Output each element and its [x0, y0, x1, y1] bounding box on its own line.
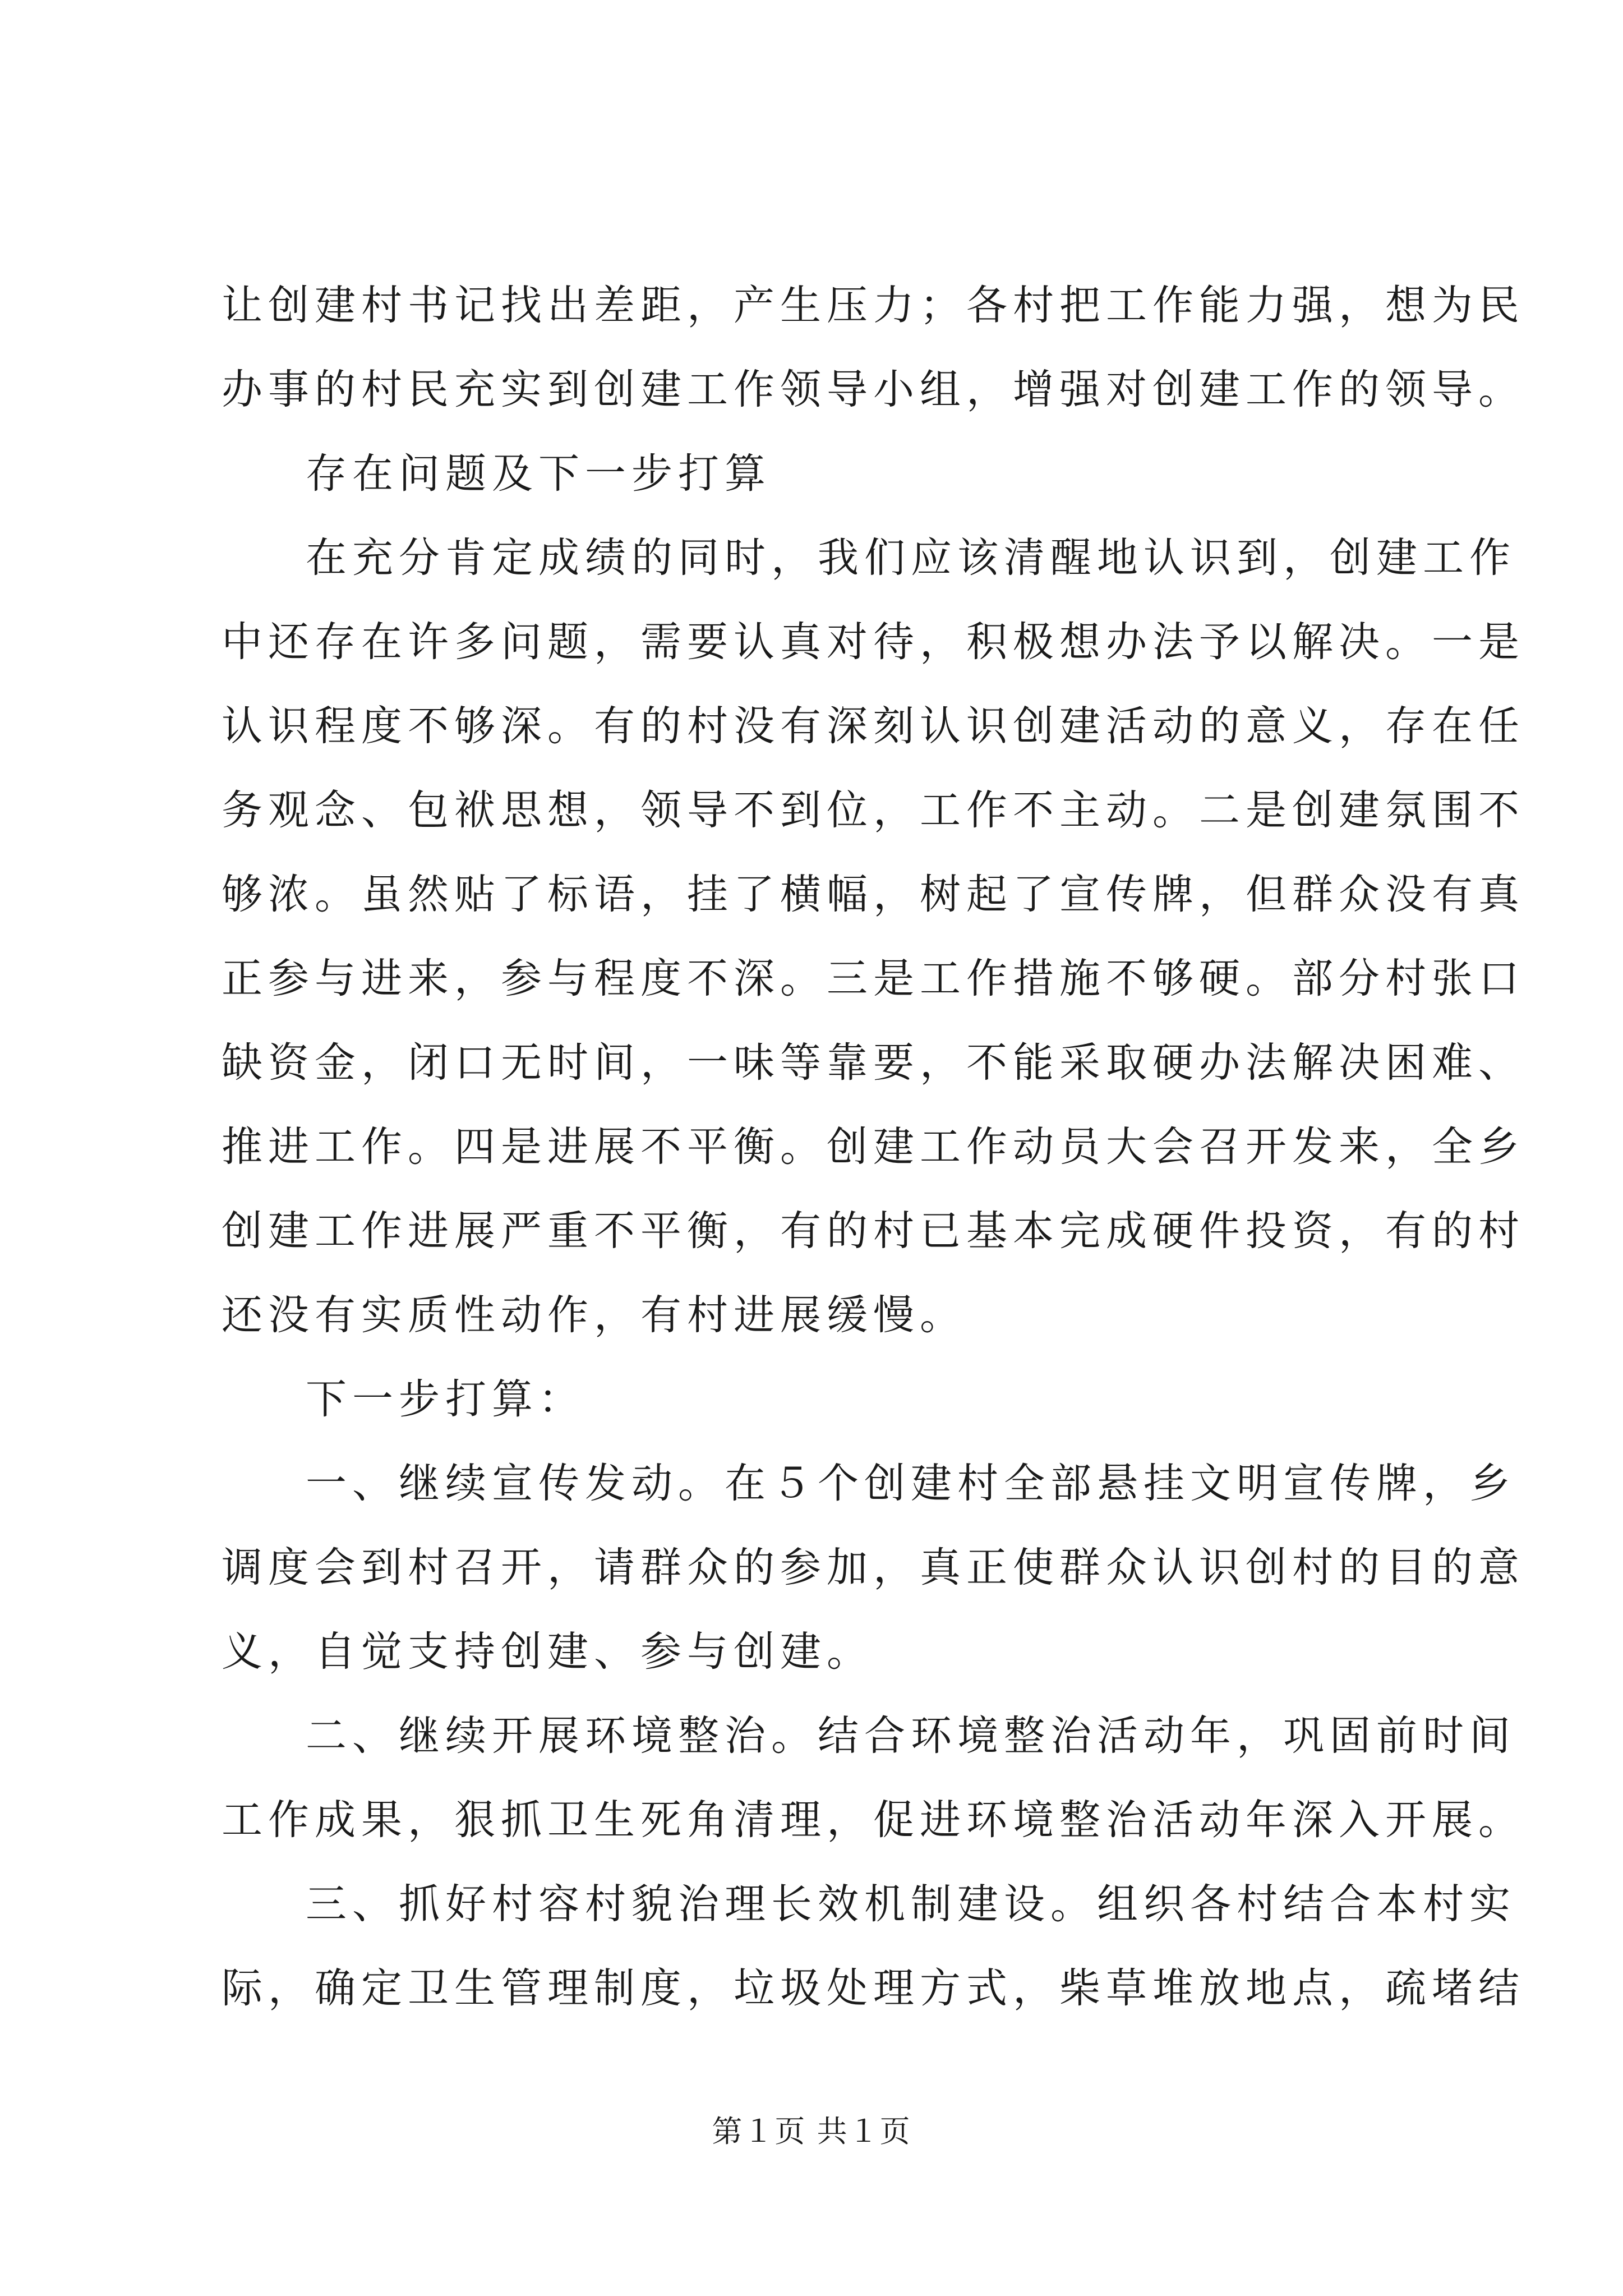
paragraph-line: 中还存在许多问题，需要认真对待，积极想办法予以解决。一是: [222, 618, 1525, 666]
paragraph-line: 一、继续宣传发动。在５个创建村全部悬挂文明宣传牌，乡: [306, 1460, 1516, 1507]
paragraph-line: 认识程度不够深。有的村没有深刻认识创建活动的意义，存在任: [222, 702, 1525, 750]
paragraph-line: 创建工作进展严重不平衡，有的村已基本完成硬件投资，有的村: [222, 1207, 1525, 1255]
section-heading: 存在问题及下一步打算: [306, 450, 771, 498]
paragraph-line: 工作成果，狠抓卫生死角清理，促进环境整治活动年深入开展。: [222, 1796, 1525, 1844]
paragraph-line: 在充分肯定成绩的同时，我们应该清醒地认识到，创建工作: [306, 534, 1516, 582]
paragraph-line: 够浓。虽然贴了标语，挂了横幅，树起了宣传牌，但群众没有真: [222, 871, 1525, 918]
paragraph-line: 缺资金，闭口无时间，一味等靠要，不能采取硬办法解决困难、: [222, 1039, 1525, 1087]
section-heading: 下一步打算：: [306, 1375, 585, 1423]
paragraph-line: 际，确定卫生管理制度，垃圾处理方式，柴草堆放地点，疏堵结: [222, 1964, 1525, 2012]
paragraph-line: 三、抓好村容村貌治理长效机制建设。组织各村结合本村实: [306, 1880, 1516, 1928]
paragraph-line: 正参与进来，参与程度不深。三是工作措施不够硬。部分村张口: [222, 955, 1525, 1002]
paragraph-line: 让创建村书记找出差距，产生压力；各村把工作能力强，想为民: [222, 282, 1525, 329]
paragraph-line: 义，自觉支持创建、参与创建。: [222, 1628, 873, 1676]
page-footer: 第１页 共１页: [712, 2114, 911, 2149]
paragraph-line: 务观念、包袱思想，领导不到位，工作不主动。二是创建氛围不: [222, 786, 1525, 834]
paragraph-line: 调度会到村召开，请群众的参加，真正使群众认识创村的目的意: [222, 1544, 1525, 1591]
paragraph-line: 二、继续开展环境整治。结合环境整治活动年，巩固前时间: [306, 1712, 1516, 1760]
paragraph-line: 还没有实质性动作，有村进展缓慢。: [222, 1291, 966, 1339]
paragraph-line: 推进工作。四是进展不平衡。创建工作动员大会召开发来，全乡: [222, 1123, 1525, 1171]
paragraph-line: 办事的村民充实到创建工作领导小组，增强对创建工作的领导。: [222, 366, 1525, 413]
